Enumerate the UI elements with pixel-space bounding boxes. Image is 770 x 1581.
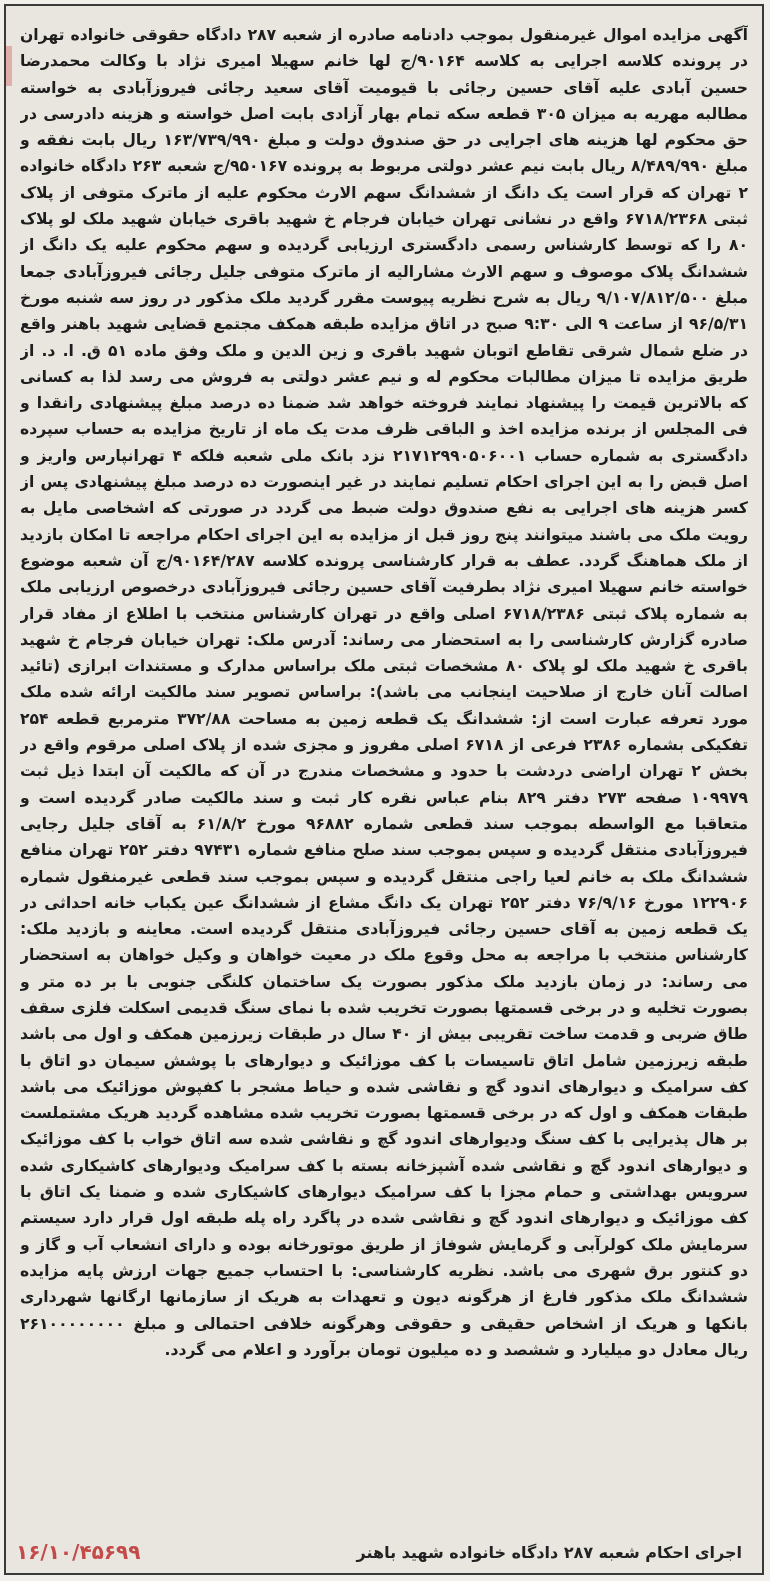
newspaper-clipping — [4, 4, 764, 1575]
notice-footer — [16, 1537, 742, 1567]
paper-edge-mark — [6, 46, 12, 86]
auction-notice-text: آگهی مزایده اموال غیرمنقول بموجب دادنامه صادره از شعبه ۲۸۷ دادگاه حقوقی خانواده تهران در پرونده کلاسه اجرایی به کلاسه ۹۰۱۶۴/ج لها خانم سهیلا امیری نژاد با وکالت محمدرضا حسین آبادی علیه آقای حسین رجائی با قیومیت آقای سعید رجائی فیروزآبادی به خواسته مطالبه مهریه به میزان ۳۰۵ قطعه سکه تمام بهار آزادی بابت اصل خواسته و هزینه دادرسی در حق محکوم لها هزینه های اجرایی در حق صندوق دولت و مبلغ ۱۶۳/۷۳۹/۹۹۰ ریال بابت نفقه و مبلغ ۸/۴۸۹/۹۹۰ ریال بابت نیم عشر دولتی مربوط به پرونده ۹۵۰۱۶۷/ج شعبه ۲۶۳ دادگاه خانواده ۲ تهران که قرار است یک دانگ از ششدانگ سهم الارث محکوم علیه از ماترک متوفی از پلاک ثبتی ۶۷۱۸/۲۳۶۸ واقع در نشانی تهران خیابان فرجام خ شهید باقری خیابان شهید ملک لو پلاک ۸۰ را که توسط کارشناس رسمی دادگستری ارزیابی گردیده و سهم محکوم علیه یک دانگ از ششدانگ پلاک موصوف و سهم الارث مشارالیه از ماترک متوفی جلیل رجائی فیروزآبادی جمعا مبلغ ۹/۱۰۷/۸۱۲/۵۰۰ ریال به شرح نظریه پیوست مقرر گردید ملک مذکور در روز سه شنبه مورخ ۹۶/۵/۳۱ از ساعت ۹ الی ۹:۳۰ صبح در اتاق مزایده طبقه همکف مجتمع قضایی شهید باهنر واقع در ضلع شمال شرقی تقاطع اتوبان شهید باقری و زین الدین و ملک وفق ماده ۵۱ ق. ا. د. از طریق مزایده تا میزان مطالبات محکوم له و نیم عشر دولتی به فروش می رسد لذا به کسانی که بالاترین قیمت را پیشنهاد نمایند فروخته خواهد شد ضمنا ده درصد مبلغ پیشنهادی رانقدا و فی المجلس از برنده مزایده اخذ و الباقی ظرف مدت یک ماه از تاریخ مزایده به حساب سپرده دادگستری به شماره حساب ۲۱۷۱۲۹۹۰۵۰۶۰۰۱ نزد بانک ملی شعبه فلکه ۴ تهرانپارس واریز و اصل قبض را به این اجرای احکام تسلیم نمایند در غیر اینصورت ده درصد مبلغ پیشنهادی پس از کسر هزینه های اجرایی به نفع صندوق دولت ضبط می گردد در صورتی که اشخاصی مایل به رویت ملک می باشند میتوانند پنج روز قبل از مزایده به این اجرای احکام مراجعه تا امکان بازدید از ملک هماهنگ گردد. عطف به قرار کارشناسی پرونده کلاسه ۹۰۱۶۴/۲۸۷/ج آن شعبه موضوع خواسته خانم سهیلا امیری نژاد بطرفیت آقای حسین رجائی فیروزآبادی درخصوص ارزیابی ملک به شماره پلاک ثبتی ۶۷۱۸/۲۳۸۶ اصلی واقع در تهران کارشناس منتخب با اطلاع از مفاد قرار صادره گزارش کارشناسی را به استحضار می رساند: آدرس ملک: تهران خیابان فرجام خ شهید باقری خ شهید ملک لو پلاک ۸۰ مشخصات ثبتی ملک براساس مدارک و مستندات ابرازی (تائید اصالت آنان خارج از صلاحیت اینجانب می باشد): براساس تصویر سند مالکیت ارائه شده ملک مورد تعرفه عبارت است از: ششدانگ یک قطعه زمین به مساحت ۳۷۲/۸۸ مترمربع قطعه ۲۵۴ تفکیکی بشماره ۲۳۸۶ فرعی از ۶۷۱۸ اصلی مفروز و مجزی شده از پلاک اصلی مرقوم واقع در بخش ۲ تهران اراضی دردشت با حدود و مشخصات مندرج در آن که مالکیت آن ابتدا ذیل ثبت ۱۰۹۹۷۹ صفحه ۲۷۳ دفتر ۸۲۹ بنام عباس نقره کار ثبت و سند مالکیت صادر گردیده است و متعاقبا مع الواسطه بموجب سند قطعی شماره ۹۶۸۸۲ مورخ ۶۱/۸/۲ به آقای جلیل رجایی فیروزآبادی منتقل گردیده و سپس بموجب سند صلح منافع شماره ۹۷۴۳۱ دفتر ۲۵۲ تهران منافع ششدانگ ملک به خانم لعیا راجی منتقل گردیده و سپس بموجب سند قطعی غیرمنقول شماره ۱۲۲۹۰۶ مورخ ۷۶/۹/۱۶ دفتر ۲۵۲ تهران یک دانگ مشاع از ششدانگ عین یکباب خانه احداثی در یک قطعه زمین به آقای حسین رجائی فیروزآبادی منتقل گردیده است. معاینه و بازدید ملک: کارشناس منتخب با مراجعه به محل وقوع ملک در معیت خواهان و وکیل خواهان به استحضار می رساند: در زمان بازدید ملک مذکور بصورت یک ساختمان کلنگی جنوبی با بر ده متر و بصورت تخلیه و در برخی قسمتها بصورت تخریب شده با نمای سنگ قدیمی اسکلت فلزی سقف طاق ضربی و قدمت ساخت تقریبی بیش از ۴۰ سال در طبقات زیرزمین همکف و اول می باشد طبقه زیرزمین شامل اتاق تاسیسات با کف موزائیک و دیوارهای با پوشش سیمان دو اتاق با کف سرامیک و دیوارهای اندود گچ و نقاشی شده و حیاط مشجر با کفپوش موزائیک می باشد طبقات همکف و اول که در برخی قسمتها بصورت تخریب شده مشاهده گردید هریک مشتملست بر هال پذیرایی با کف سنگ ودیوارهای اندود گچ و نقاشی شده سه اتاق خواب با کف موزائیک و دیوارهای اندود گچ و نقاشی شده آشپزخانه بسته با کف سرامیک ودیوارهای کاشیکاری شده سرویس بهداشتی و حمام مجزا با کف سرامیک دیوارهای کاشیکاری شده و ضمنا یک اتاق با کف موزائیک و دیوارهای اندود گچ و نقاشی شده در پاگرد راه پله طبقه اول قرار دارد سیستم سرمایش ملک کولرآبی و گرمایش شوفاژ از طریق موتورخانه بوده و دارای انشعاب آب و گاز و دو کنتور برق شهری می باشد. نظریه کارشناسی: با احتساب جمیع جهات ارزش پایه مزایده ششدانگ ملک مذکور فارغ از هرگونه دیون و تعهدات به هریک از سازمانها ارگانها شهرداری بانکها و هریک از اشخاص حقیقی و حقوقی وهرگونه خلافی احتمالی و مبلغ ۲۶۱۰۰۰۰۰۰۰۰ ریال معادل دو میلیارد و ششصد و ده میلیون تومان برآورد و اعلام می گردد. — [20, 26, 748, 1359]
issuing-authority: اجرای احکام شعبه ۲۸۷ دادگاه خانواده شهید باهنر — [356, 1542, 742, 1562]
notice-container — [20, 22, 748, 1533]
ad-reference-number: ۱۶/۱۰/۴۵۶۹۹ — [16, 1540, 141, 1564]
